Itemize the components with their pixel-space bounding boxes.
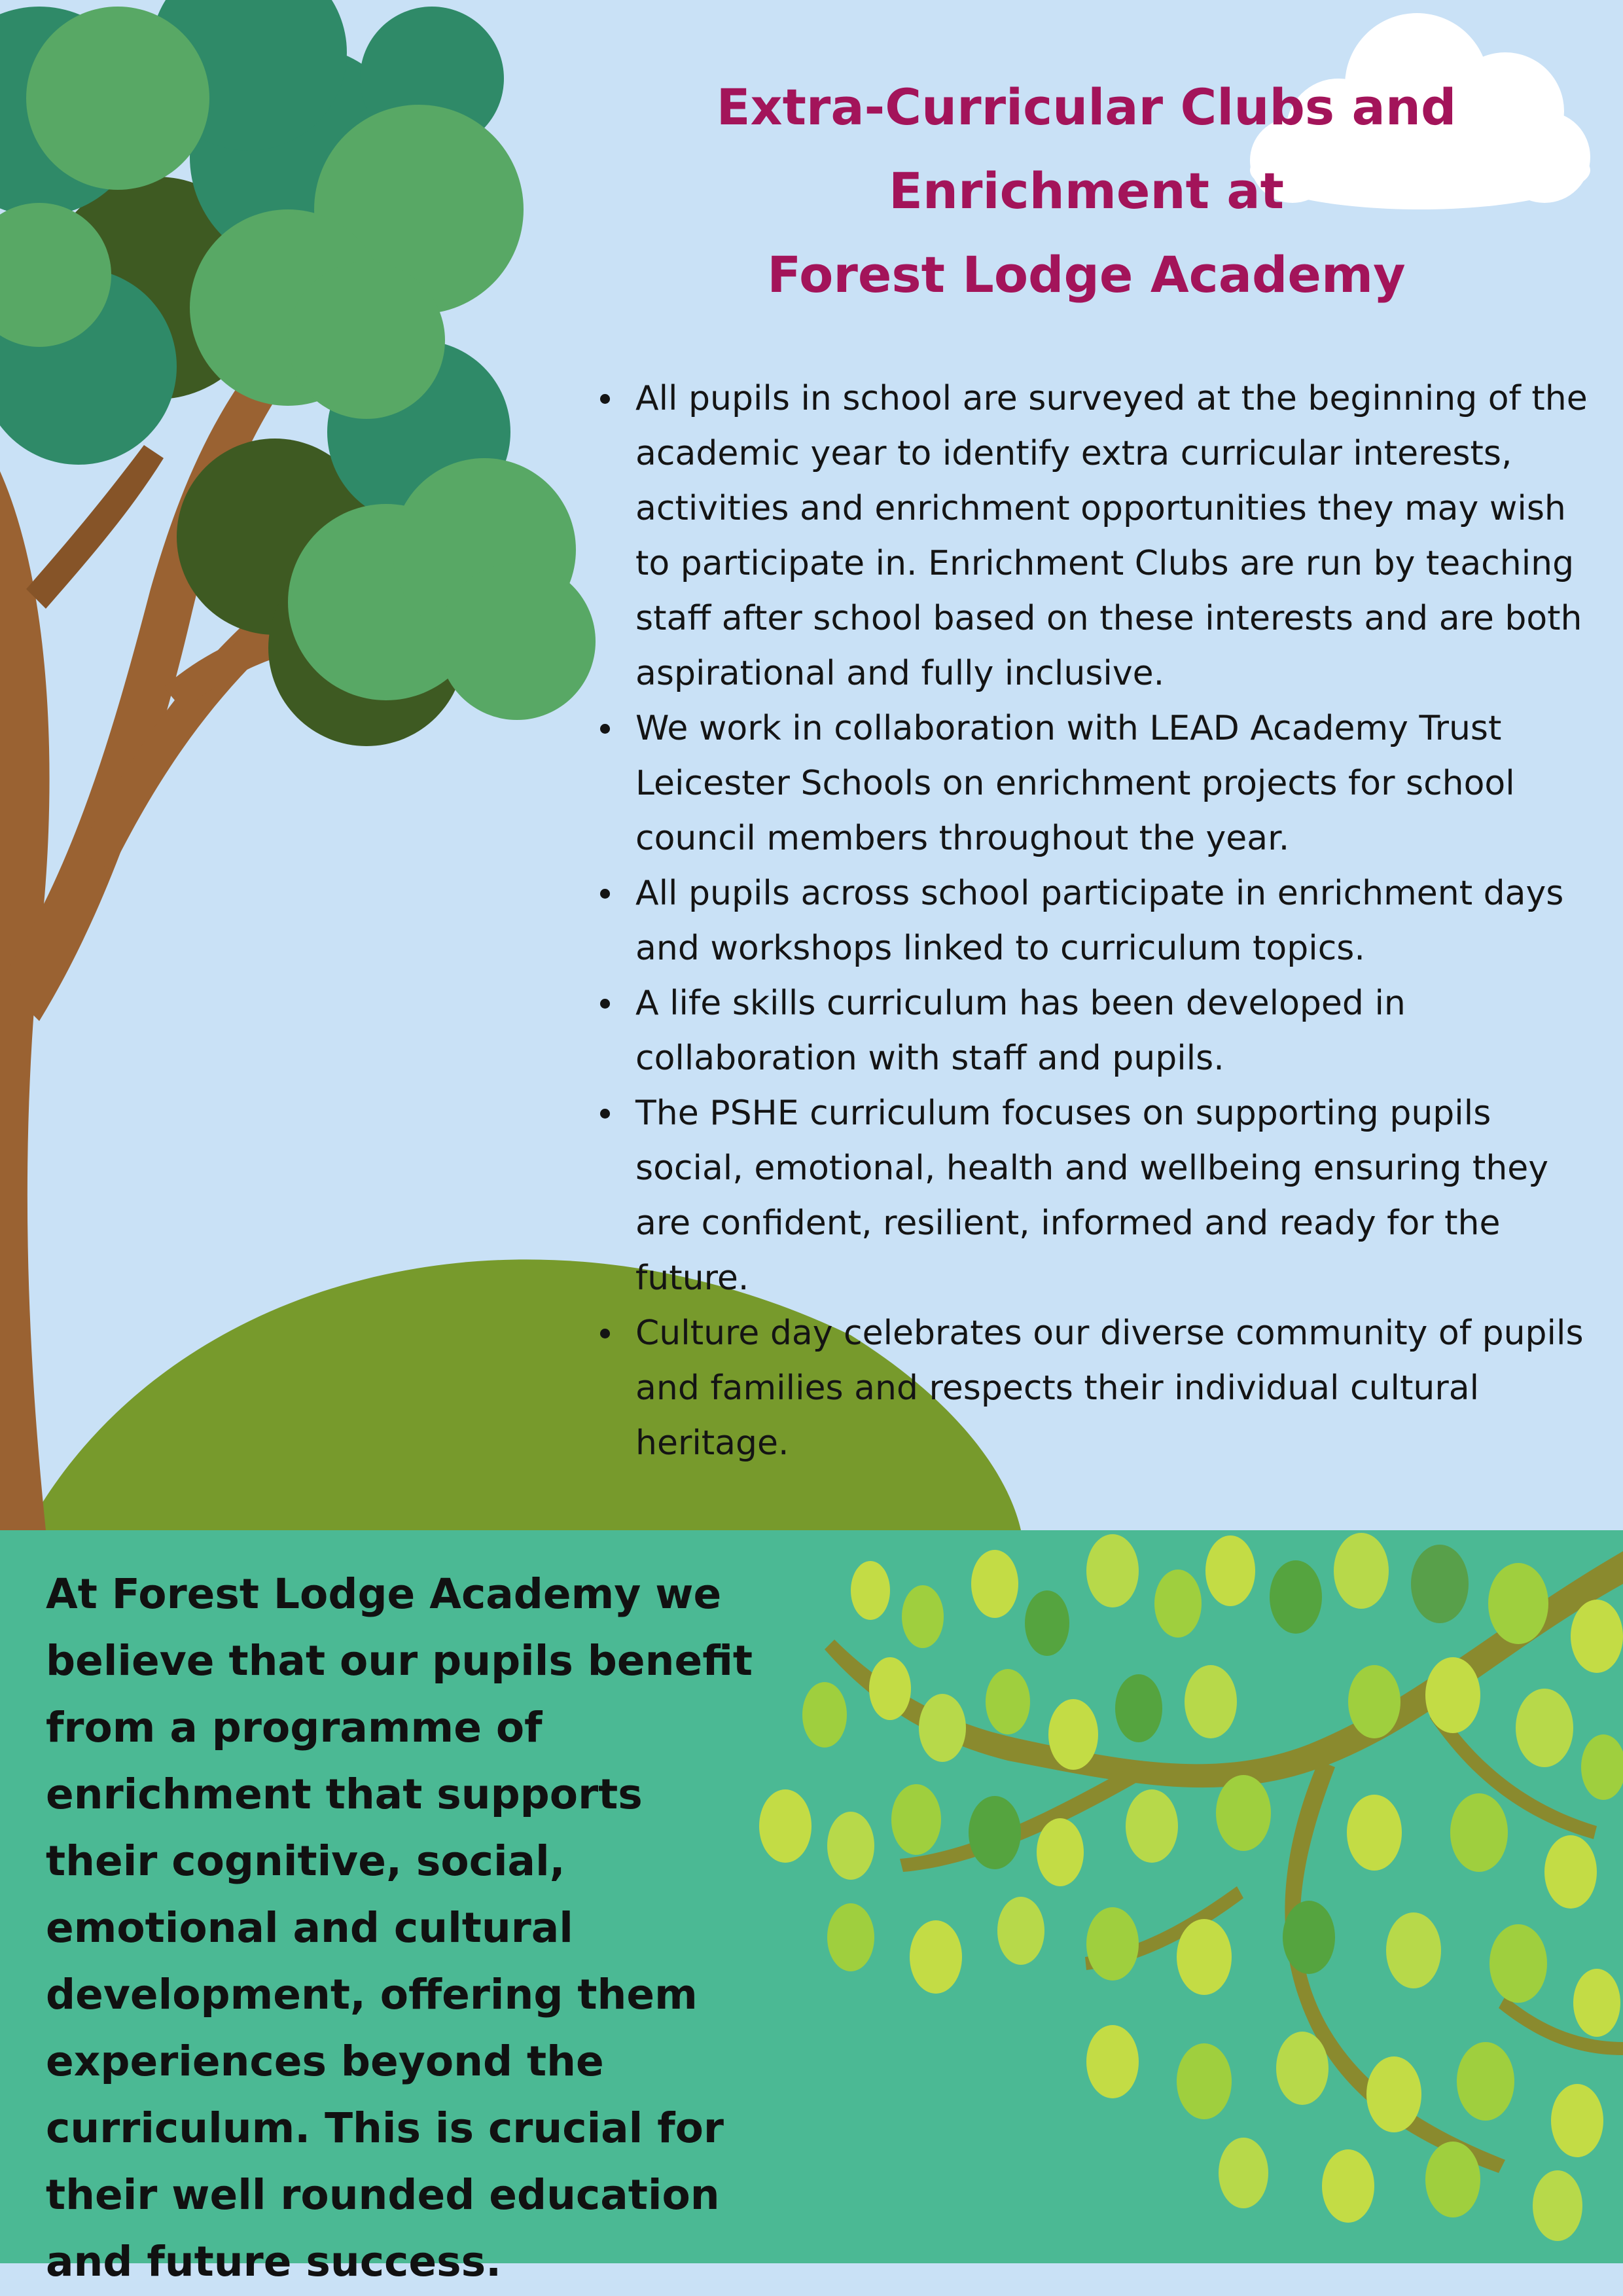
title-line: Forest Lodge Academy	[767, 245, 1406, 304]
bullet-item: All pupils across school participate in enrichment days and workshops linked to curriculum topics.	[589, 866, 1607, 976]
bullet-item: All pupils in school are surveyed at the beginning of the academic year to identify extra curricular interests, activities and enrichment opportunities they may wish to participate in. Enrichment Clubs are run by teaching staff after school based on these interests and are both aspirational and fully inclusive.	[589, 371, 1607, 701]
bullet-item: A life skills curriculum has been developed in collaboration with staff and pupils.	[589, 976, 1607, 1086]
enrichment-bullet-list	[589, 371, 1607, 1471]
page-title	[654, 65, 1518, 317]
bullet-item: Culture day celebrates our diverse community of pupils and families and respects their individual cultural heritage.	[589, 1306, 1607, 1471]
academy-statement: At Forest Lodge Academy we believe that our pupils benefit from a programme of enrichment that supports their cognitive, social, emotional and cultural development, offering them experiences beyond the curriculum. This is crucial for their well rounded education and future success.	[46, 1570, 753, 2286]
bullet-item: We work in collaboration with LEAD Academy Trust Leicester Schools on enrichment projects for school council members throughout the year.	[589, 701, 1607, 866]
bullet-item: The PSHE curriculum focuses on supporting pupils social, emotional, health and wellbeing ensuring they are confident, resilient, informed and ready for the future.	[589, 1086, 1607, 1306]
title-line: Extra-Curricular Clubs and	[716, 78, 1457, 136]
title-line: Enrichment at	[889, 162, 1284, 220]
